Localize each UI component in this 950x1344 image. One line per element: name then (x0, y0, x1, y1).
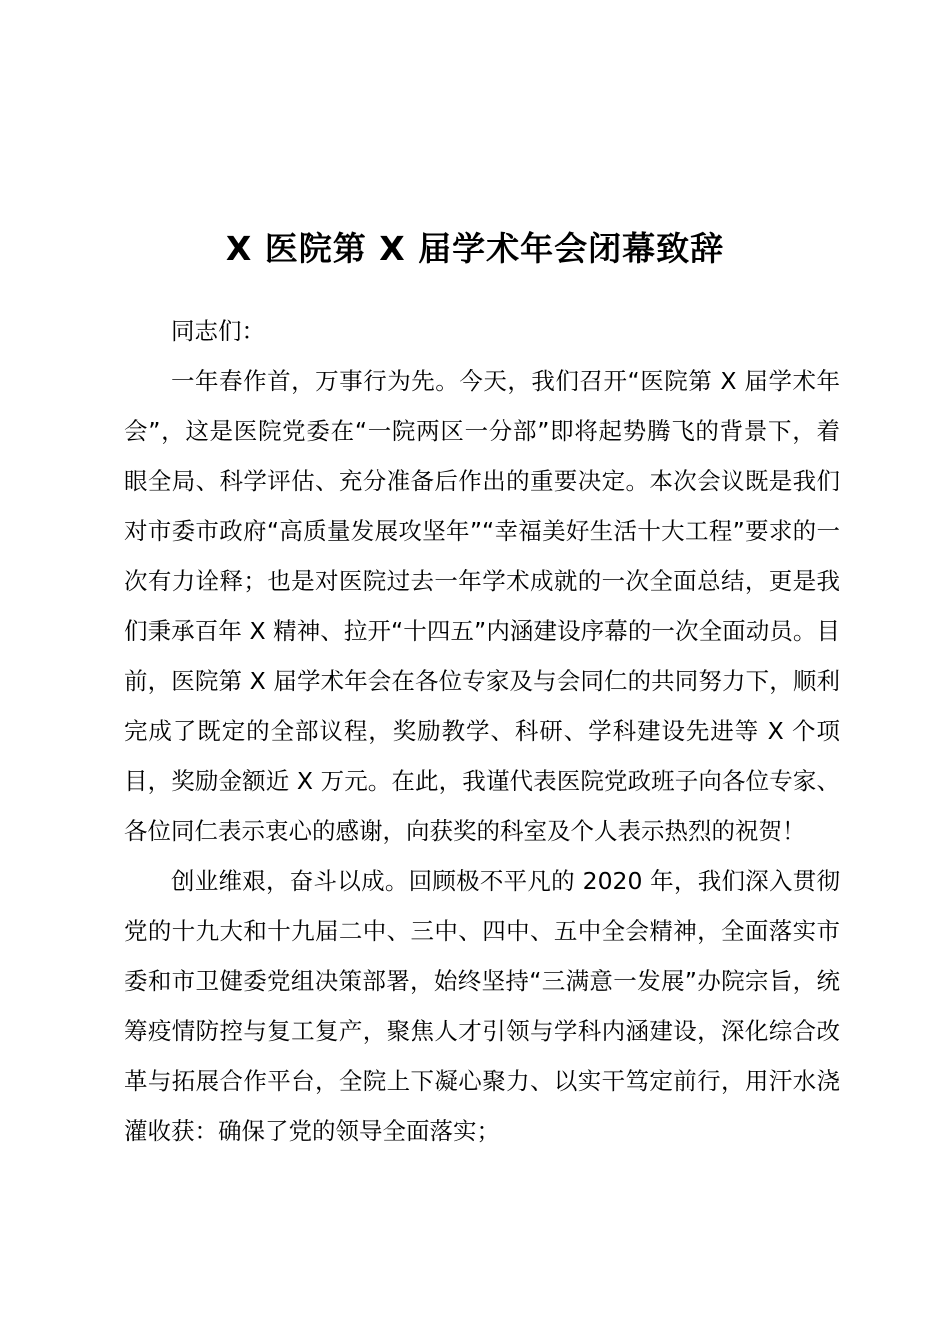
paragraph: 一年春作首，万事行为先。今天，我们召开“医院第 X 届学术年会”，这是医院党委在“一院两区一分部”即将起势腾飞的背景下，着眼全局、科学评估、充分准备后作出的重要决定。本次会议既是我们对市委市政府“高质量发展攻坚年”“幸福美好生活十大工程”要求的一次有力诠释；也是对医院过去一年学术成就的一次全面总结，更是我们秉承百年 X 精神、拉开“十四五”内涵建设序幕的一次全面动员。目前，医院第 X 届学术年会在各位专家及与会同仁的共同努力下，顺利完成了既定的全部议程，奖励教学、科研、学科建设先进等 X 个项目，奖励金额近 X 万元。在此，我谨代表医院党政班子向各位专家、各位同仁表示衷心的感谢，向获奖的科室及个人表示热烈的祝贺！ (124, 367, 840, 845)
salutation: 同志们： (171, 317, 265, 345)
document-title: X 医院第 X 届学术年会闭幕致辞 (225, 229, 725, 268)
paragraph: 创业维艰，奋斗以成。回顾极不平凡的 2020 年，我们深入贯彻党的十九大和十九届二中、三中、四中、五中全会精神，全面落实市委和市卫健委党组决策部署，始终坚持“三满意一发展”办院宗旨，统筹疫情防控与复工复产，聚焦人才引领与学科内涵建设，深化综合改革与拓展合作平台，全院上下凝心聚力、以实干笃定前行，用汗水浇灌收获：确保了党的领导全面落实； (124, 867, 840, 1145)
document-body (124, 306, 840, 1156)
